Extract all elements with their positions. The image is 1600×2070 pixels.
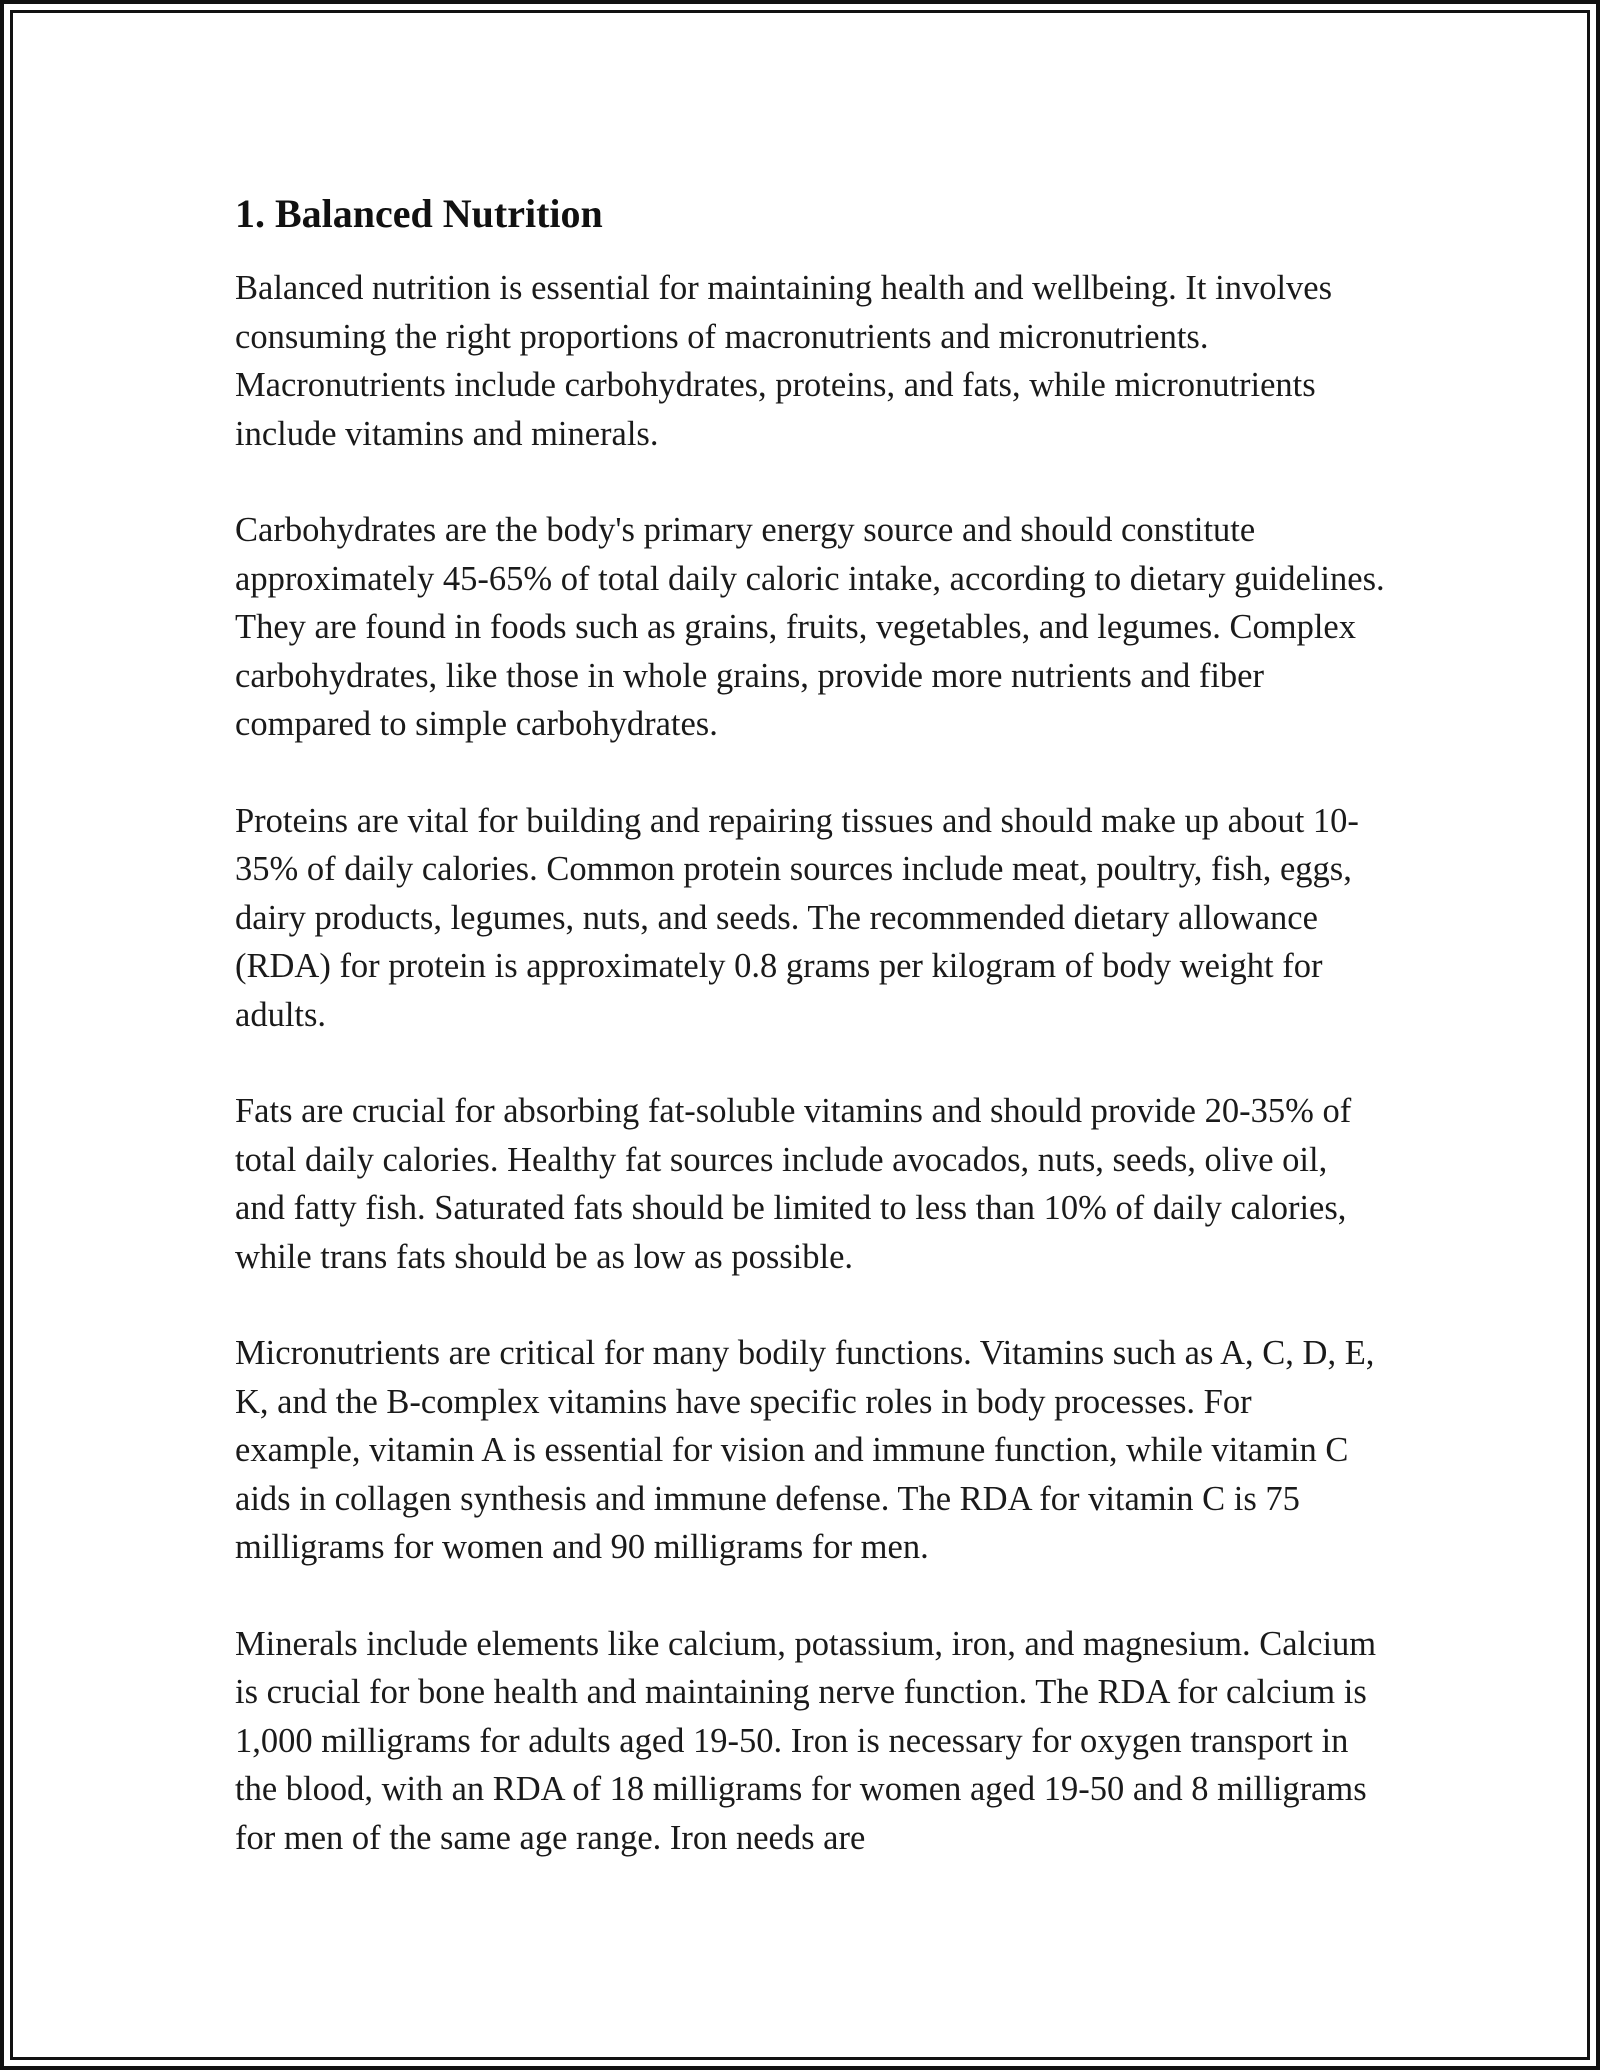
document-content: [235, 186, 1385, 1910]
section-title: 1. Balanced Nutrition: [235, 191, 603, 236]
paragraph-fats: Fats are crucial for absorbing fat-soluble vitamins and should provide 20-35% of total daily calories. Healthy fat sources include avocados, nuts, seeds, olive oil, and fatty fish. Saturated fats should be limited to less than 10% of daily calories, while trans fats should be as low as possible.: [235, 1092, 1352, 1276]
paragraph-micronutrients: Micronutrients are critical for many bodily functions. Vitamins such as A, C, D, E, K, and the B-complex vitamins have specific roles in body processes. For example, vitamin A is essential for vision and immune function, while vitamin C aids in collagen synthesis and immune defense. The RDA for vitamin C is 75 milligrams for women and 90 milligrams for men.: [235, 1334, 1375, 1566]
paragraph-overview: Balanced nutrition is essential for maintaining health and wellbeing. It involves consuming the right proportions of macronutrients and micronutrients. Macronutrients include carbohydrates, proteins, and fats, while micronutrients include vitamins and minerals.: [235, 269, 1333, 453]
paragraph-proteins: Proteins are vital for building and repairing tissues and should make up about 10-35% of daily calories. Common protein sources include meat, poultry, fish, eggs, dairy products, legumes, nuts, and seeds. The recommended dietary allowance (RDA) for protein is approximately 0.8 grams per kilogram of body weight for adults.: [235, 801, 1359, 1034]
paragraph-minerals: Minerals include elements like calcium, potassium, iron, and magnesium. Calcium is crucial for bone health and maintaining nerve function. The RDA for calcium is 1,000 milligrams for adults aged 19-50. Iron is necessary for oxygen transport in the blood, with an RDA of 18 milligrams for women aged 19-50 and 8 milligrams for men of the same age range. Iron needs are: [235, 1624, 1377, 1857]
paragraph-carbohydrates: Carbohydrates are the body's primary energy source and should constitute approximately 45-65% of total daily caloric intake, according to dietary guidelines. They are found in foods such as grains, fruits, vegetables, and legumes. Complex carbohydrates, like those in whole grains, provide more nutrients and fiber compared to simple carbohydrates.: [235, 511, 1385, 743]
